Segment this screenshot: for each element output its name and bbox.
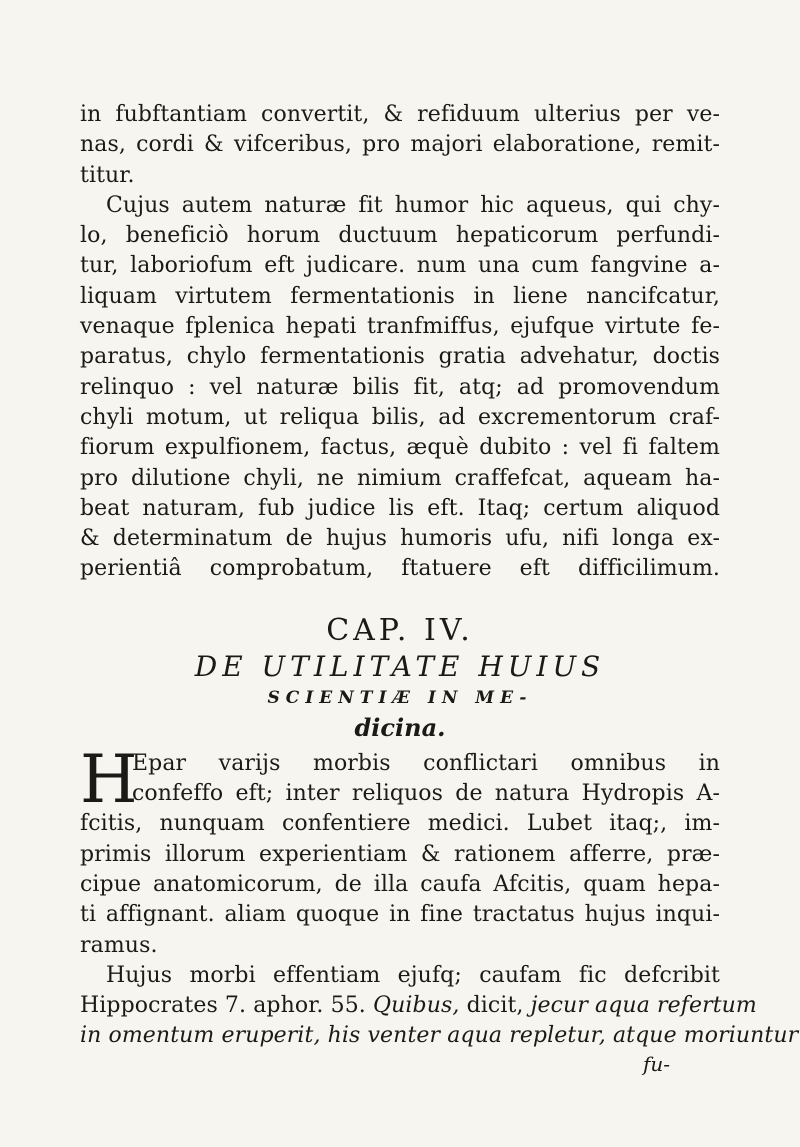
text-line: tur, laboriofum eft judicare. num una cum fangvine a- [80,253,720,279]
text-line: cipue anatomicorum, de illa caufa Afcitis, quam hepa- [80,871,720,897]
paragraph-hippocrates [80,961,799,1052]
text-line: titur. [80,162,135,188]
text-line-citation [80,991,757,1021]
text-line: relinquo : vel naturæ bilis fit, atq; ad promovendum [80,374,720,400]
dicit-word: dicit, [466,993,524,1019]
catchword: fu- [642,1051,670,1076]
paragraph-hepar [80,740,720,961]
chapter-title-line3: dicina. [354,712,446,742]
text-line: chyli motum, ut reliqua bilis, ad excrementorum craf- [80,404,720,430]
text-line: Cujus autem naturæ fit humor hic aqueus, qui chy- [106,192,720,218]
text-line: beat naturam, fub judice lis eft. Itaq; certum aliquod [80,495,720,521]
text-line: ti affignant. aliam quoque in fine tractatus hujus inqui- [80,902,720,928]
quote-line: in omentum eruperit, his venter aqua repletur, atque moriuntur [80,1023,799,1049]
text-line: liquam virtutem fermentationis in liene nancifcatur, [80,283,720,309]
document-page [80,100,799,1076]
quote-word: Quibus, [373,993,460,1019]
text-line: ramus. [80,932,158,958]
paragraph-continuation [80,100,720,191]
chapter-heading [80,613,720,745]
chapter-number: CAP. IV. [326,612,474,648]
text-line: venaque fplenica hepati tranfmiffus, ejufque virtute fe- [80,314,720,340]
text-line: perientiâ comprobatum, ftatuere eft difficilimum. [80,556,720,582]
text-line: pro dilutione chyli, ne nimium craffefcat, aqueam ha- [80,465,720,491]
text-line: in fubftantiam convertit, & refiduum ulterius per ve- [80,102,720,127]
text-line: fcitis, nunquam confentiere medici. Lubet itaq;, im- [80,811,720,837]
text-line: nas, cordi & vifceribus, pro majori elaboratione, remit- [80,132,720,158]
paragraph-humor [80,191,720,585]
drop-capital: H [80,740,138,818]
text-line: Hujus morbi effentiam ejufq; caufam fic defcribit [106,962,720,988]
text-line: paratus, chylo fermentationis gratia advehatur, doctis [80,344,720,370]
text-line: & determinatum de hujus humoris ufu, nifi longa ex- [80,526,720,552]
quote-text: jecur aqua refertum [530,993,757,1019]
text-line: confeffo eft; inter reliquos de natura Hydropis A- [132,781,720,807]
text-line: fiorum expulfionem, factus, æquè dubito : vel fi faltem [80,435,720,461]
text-line: Epar varijs morbis conflictari omnibus in [132,750,720,776]
citation-text: Hippocrates 7. aphor. 55. [80,993,366,1019]
chapter-title-line2: SCIENTIÆ IN ME- [267,687,533,708]
chapter-title-line1: DE UTILITATE HUIUS [194,649,606,683]
text-line: primis illorum experientiam & rationem afferre, præ- [80,841,720,867]
text-line: lo, beneficiò horum ductuum hepaticorum perfundi- [80,223,720,249]
